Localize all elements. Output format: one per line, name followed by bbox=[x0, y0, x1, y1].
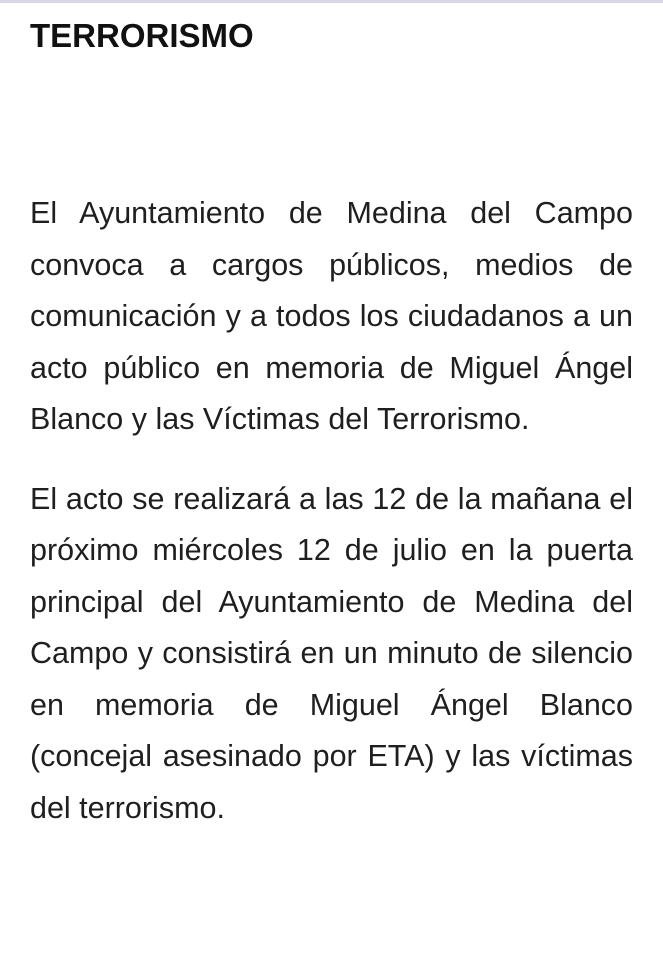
article-paragraph-2: El acto se realizará a las 12 de la mañana el próximo miércoles 12 de julio en la puerta principal del Ayuntamiento de Medina del Campo y consistirá en un minuto de silencio en memoria de Miguel Ángel Blanco (concejal asesinado por ETA) y las víctimas del terrorismo. bbox=[30, 481, 633, 825]
article-body bbox=[30, 188, 633, 834]
article-paragraph-1: El Ayuntamiento de Medina del Campo convoca a cargos públicos, medios de comunicación y a todos los ciudadanos a un acto público en memoria de Miguel Ángel Blanco y las Víctimas del Terrorismo. bbox=[30, 196, 633, 436]
article-title: TERRORISMO bbox=[30, 17, 254, 54]
top-divider bbox=[0, 0, 663, 3]
